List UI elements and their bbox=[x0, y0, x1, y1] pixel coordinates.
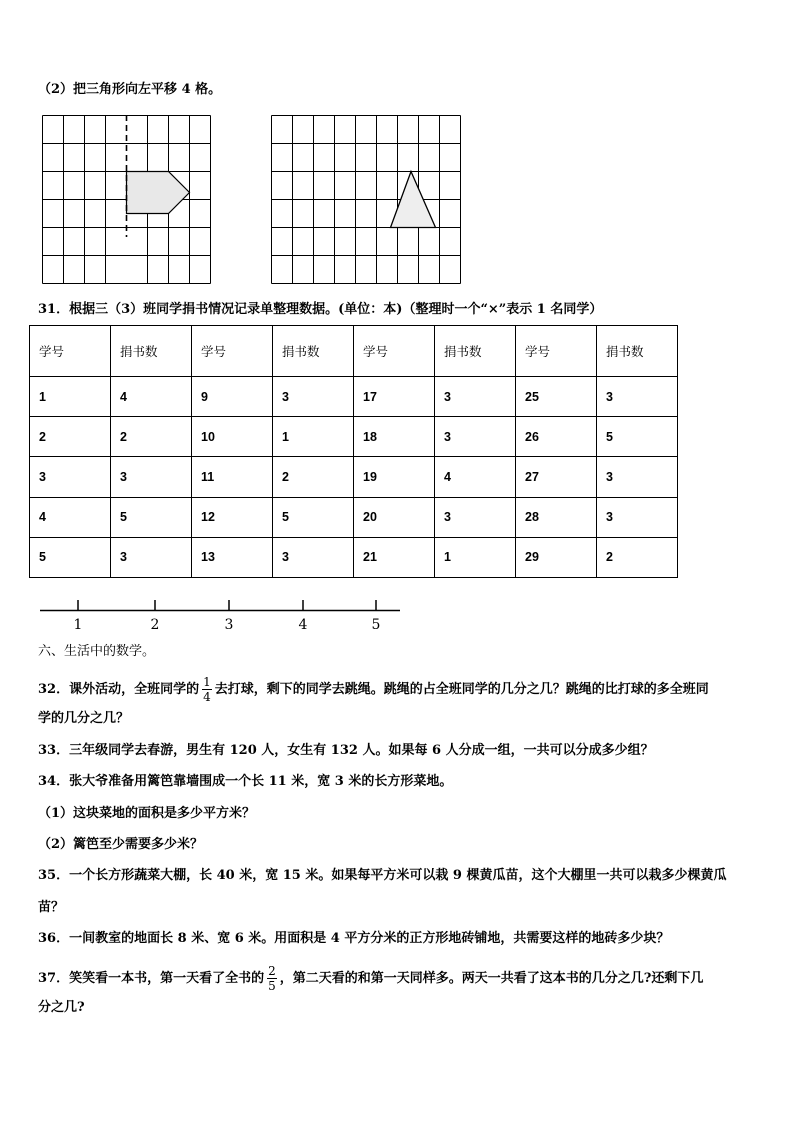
table-header-cell: 学号 bbox=[354, 326, 435, 377]
table-cell: 25 bbox=[516, 376, 597, 416]
table-row bbox=[30, 376, 678, 416]
number-line bbox=[38, 598, 402, 638]
table-cell: 5 bbox=[597, 417, 678, 457]
table-cell: 20 bbox=[354, 497, 435, 537]
number-line-tick-label: 2 bbox=[150, 617, 160, 633]
q32-text-before: 32．课外活动，全班同学的 bbox=[38, 682, 200, 697]
table-cell: 1 bbox=[30, 376, 111, 416]
table-header-cell: 捐书数 bbox=[597, 326, 678, 377]
table-header-cell: 学号 bbox=[192, 326, 273, 377]
table-cell: 4 bbox=[435, 457, 516, 497]
number-line-tick-label: 4 bbox=[298, 617, 308, 633]
table-row bbox=[30, 537, 678, 577]
number-line-tick-label: 1 bbox=[73, 617, 83, 633]
q34-part2-text: （2）篱笆至少需要多少米？ bbox=[38, 837, 204, 852]
q31-text: 31．根据三（3）班同学捐书情况记录单整理数据。(单位：本)（整理时一个“×”表示 1 名同学） bbox=[38, 302, 603, 317]
table-row bbox=[30, 457, 678, 497]
table-cell: 11 bbox=[192, 457, 273, 497]
table-cell: 5 bbox=[30, 537, 111, 577]
table-cell: 3 bbox=[435, 376, 516, 416]
table-header-cell: 学号 bbox=[516, 326, 597, 377]
q37-text-before: 37．笑笑看一本书，第一天看了全书的 bbox=[38, 971, 265, 986]
table-cell: 9 bbox=[192, 376, 273, 416]
table-header-cell: 捐书数 bbox=[273, 326, 354, 377]
section-6-heading: 六、生活中的数学。 bbox=[38, 644, 156, 659]
table-header-row bbox=[30, 326, 678, 377]
left-grid-figure bbox=[42, 115, 214, 285]
table-header-cell: 捐书数 bbox=[111, 326, 192, 377]
table-cell: 3 bbox=[30, 457, 111, 497]
table-cell: 3 bbox=[597, 376, 678, 416]
q32-line1 bbox=[38, 675, 709, 704]
table-cell: 3 bbox=[273, 537, 354, 577]
table-cell: 2 bbox=[30, 417, 111, 457]
q32-text-after: 去打球，剩下的同学去跳绳。跳绳的占全班同学的几分之几？跳绳的比打球的多全班同 bbox=[214, 682, 709, 697]
q34-part1-text: （1）这块菜地的面积是多少平方米？ bbox=[38, 806, 256, 821]
table-cell: 12 bbox=[192, 497, 273, 537]
q35-line1: 35．一个长方形蔬菜大棚，长 40 米，宽 15 米。如果每平方米可以栽 9 棵黄瓜苗，这个大棚里一共可以栽多少棵黄瓜 bbox=[38, 868, 727, 883]
number-line-tick-label: 3 bbox=[224, 617, 234, 633]
table-cell: 3 bbox=[273, 376, 354, 416]
table-cell: 17 bbox=[354, 376, 435, 416]
table-cell: 3 bbox=[597, 457, 678, 497]
table-cell: 1 bbox=[435, 537, 516, 577]
fraction-two-fifths bbox=[267, 964, 277, 993]
fraction-one-quarter bbox=[202, 675, 212, 704]
table-row bbox=[30, 417, 678, 457]
pentagon-shape bbox=[127, 172, 190, 214]
q37-text-after: ，第二天看的和第一天同样多。两天一共看了这本书的几分之几?还剩下几 bbox=[279, 971, 704, 986]
q37-line1 bbox=[38, 964, 703, 993]
q30-part2-text: （2）把三角形向左平移 4 格。 bbox=[38, 82, 222, 97]
fraction-denominator: 4 bbox=[203, 690, 211, 704]
table-cell: 3 bbox=[597, 497, 678, 537]
table-cell: 5 bbox=[273, 497, 354, 537]
q35-line2: 苗？ bbox=[38, 900, 65, 915]
q34-text: 34．张大爷准备用篱笆靠墙围成一个长 11 米，宽 3 米的长方形菜地。 bbox=[38, 774, 453, 789]
table-cell: 21 bbox=[354, 537, 435, 577]
table-cell: 13 bbox=[192, 537, 273, 577]
table-cell: 4 bbox=[111, 376, 192, 416]
table-cell: 10 bbox=[192, 417, 273, 457]
right-grid-figure bbox=[271, 115, 463, 285]
q36-text: 36．一间教室的地面长 8 米、宽 6 米。用面积是 4 平方分米的正方形地砖铺地，共需要这样的地砖多少块？ bbox=[38, 931, 670, 946]
table-row bbox=[30, 497, 678, 537]
table-cell: 3 bbox=[435, 497, 516, 537]
table-cell: 19 bbox=[354, 457, 435, 497]
fraction-numerator: 1 bbox=[203, 675, 211, 689]
q32-line2: 学的几分之几？ bbox=[38, 711, 130, 726]
table-cell: 3 bbox=[111, 457, 192, 497]
table-header-cell: 捐书数 bbox=[435, 326, 516, 377]
table-cell: 27 bbox=[516, 457, 597, 497]
table-cell: 2 bbox=[273, 457, 354, 497]
table-cell: 3 bbox=[435, 417, 516, 457]
q33-text: 33．三年级同学去春游，男生有 120 人，女生有 132 人。如果每 6 人分成一组，一共可以分成多少组？ bbox=[38, 743, 654, 758]
fraction-denominator: 5 bbox=[268, 979, 276, 993]
table-cell: 3 bbox=[111, 537, 192, 577]
fraction-numerator: 2 bbox=[268, 964, 276, 978]
table-cell: 26 bbox=[516, 417, 597, 457]
table-cell: 18 bbox=[354, 417, 435, 457]
table-cell: 2 bbox=[111, 417, 192, 457]
table-cell: 5 bbox=[111, 497, 192, 537]
number-line-tick-label: 5 bbox=[371, 617, 381, 633]
donation-table bbox=[29, 325, 678, 578]
table-cell: 28 bbox=[516, 497, 597, 537]
table-cell: 29 bbox=[516, 537, 597, 577]
q37-line2: 分之几? bbox=[38, 1000, 85, 1015]
table-header-cell: 学号 bbox=[30, 326, 111, 377]
table-cell: 1 bbox=[273, 417, 354, 457]
table-cell: 4 bbox=[30, 497, 111, 537]
table-cell: 2 bbox=[597, 537, 678, 577]
